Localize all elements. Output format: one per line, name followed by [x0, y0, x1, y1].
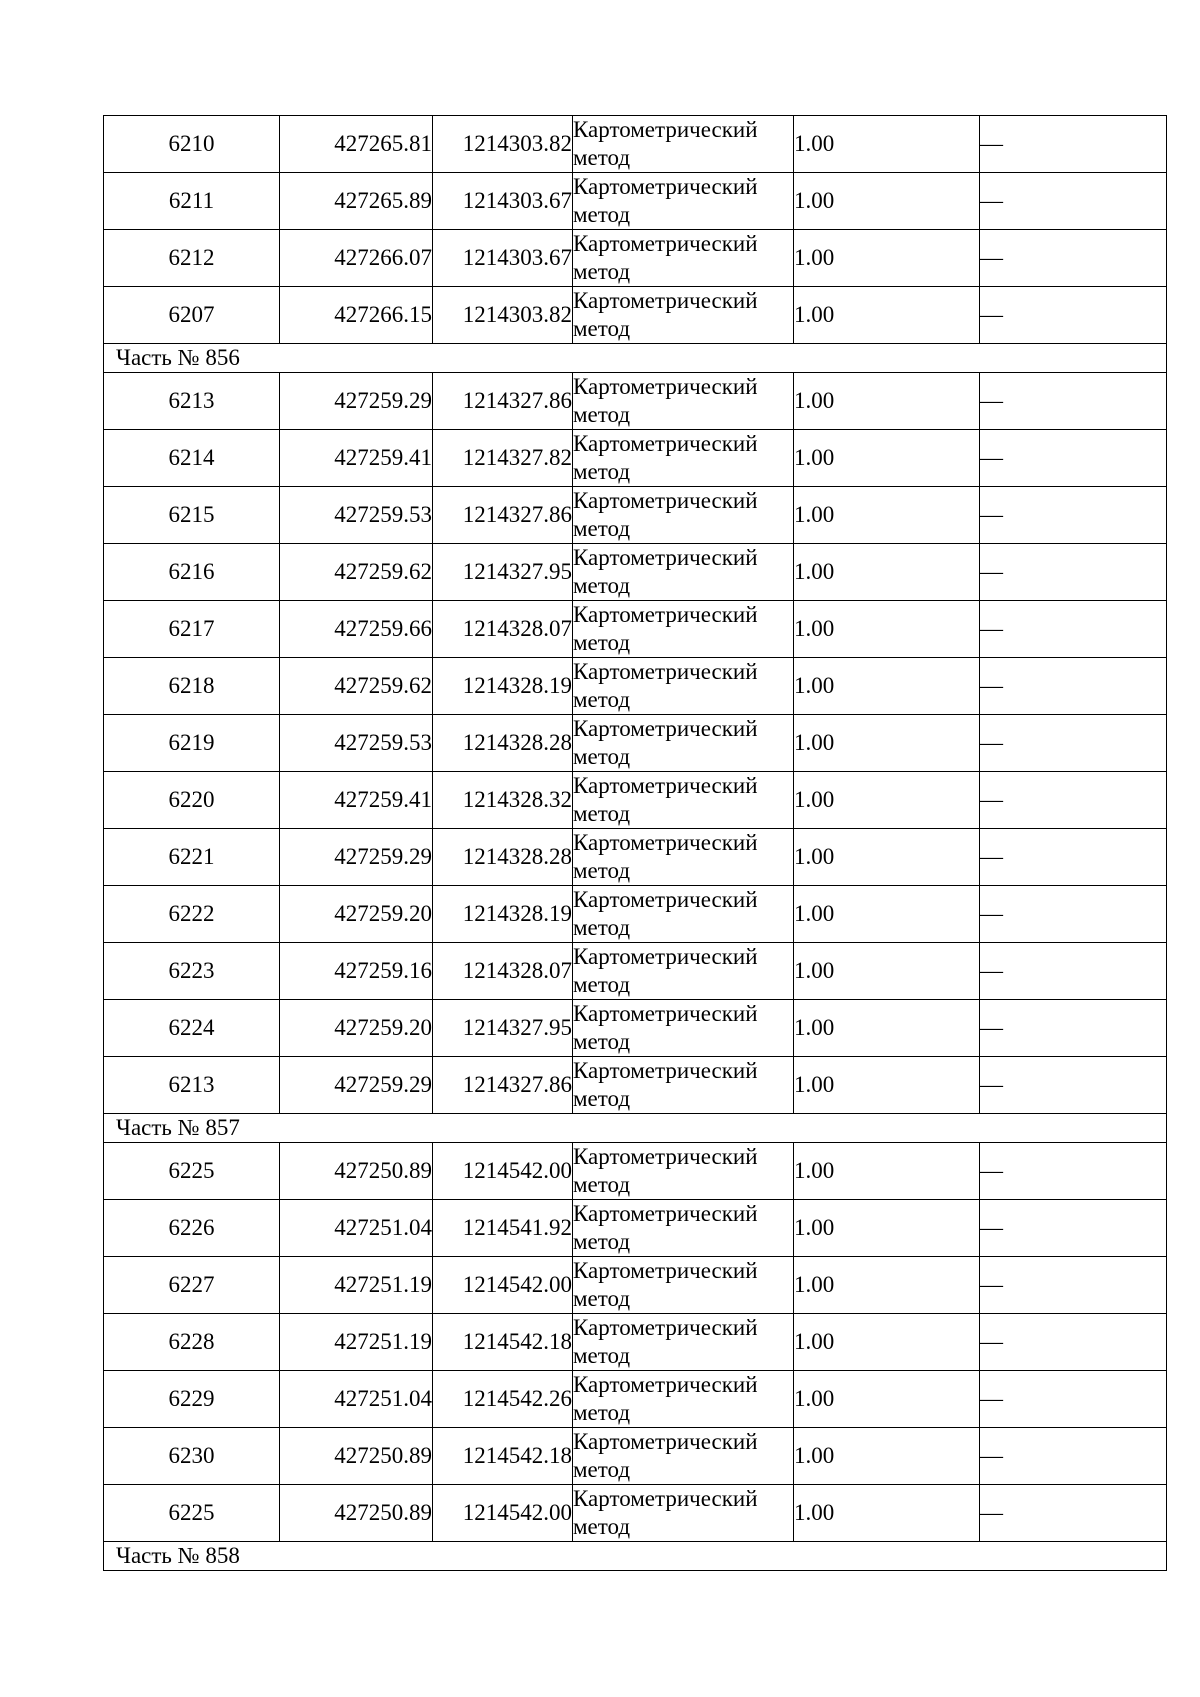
y-coordinate-cell: 1214303.67 — [433, 230, 573, 287]
method-text-line1: Картометрический — [573, 431, 758, 456]
table-row — [104, 1371, 1167, 1428]
table-row — [104, 1314, 1167, 1371]
table-row — [104, 1143, 1167, 1200]
point-number-cell: 6221 — [104, 829, 280, 886]
table-row — [104, 943, 1167, 1000]
description-cell: — — [980, 1257, 1167, 1314]
x-coordinate-cell: 427251.19 — [280, 1257, 433, 1314]
method-cell — [573, 1000, 794, 1057]
x-coordinate-cell: 427259.62 — [280, 658, 433, 715]
coordinates-table — [103, 115, 1167, 1571]
accuracy-cell: 1.00 — [794, 1000, 980, 1057]
method-text-line1: Картометрический — [573, 1315, 758, 1340]
method-text-line2: метод — [573, 744, 631, 769]
y-coordinate-cell: 1214328.28 — [433, 829, 573, 886]
description-cell: — — [980, 487, 1167, 544]
method-text-line1: Картометрический — [573, 1429, 758, 1454]
table-row — [104, 1000, 1167, 1057]
y-coordinate-cell: 1214542.00 — [433, 1143, 573, 1200]
point-number-cell: 6227 — [104, 1257, 280, 1314]
method-text-line1: Картометрический — [573, 174, 758, 199]
y-coordinate-cell: 1214541.92 — [433, 1200, 573, 1257]
x-coordinate-cell: 427259.16 — [280, 943, 433, 1000]
method-text-line2: метод — [573, 1400, 631, 1425]
method-text-line1: Картометрический — [573, 1258, 758, 1283]
method-text-line2: метод — [573, 516, 631, 541]
method-cell — [573, 173, 794, 230]
x-coordinate-cell: 427259.29 — [280, 1057, 433, 1114]
x-coordinate-cell: 427250.89 — [280, 1143, 433, 1200]
accuracy-cell: 1.00 — [794, 1057, 980, 1114]
description-cell: — — [980, 943, 1167, 1000]
y-coordinate-cell: 1214542.00 — [433, 1485, 573, 1542]
table-row — [104, 772, 1167, 829]
method-text-line2: метод — [573, 402, 631, 427]
method-text-line1: Картометрический — [573, 374, 758, 399]
description-cell: — — [980, 658, 1167, 715]
method-cell — [573, 601, 794, 658]
method-text-line2: метод — [573, 145, 631, 170]
method-cell — [573, 373, 794, 430]
x-coordinate-cell: 427251.04 — [280, 1371, 433, 1428]
y-coordinate-cell: 1214327.82 — [433, 430, 573, 487]
x-coordinate-cell: 427259.62 — [280, 544, 433, 601]
description-cell: — — [980, 1314, 1167, 1371]
x-coordinate-cell: 427265.81 — [280, 116, 433, 173]
table-row — [104, 173, 1167, 230]
method-text-line1: Картометрический — [573, 288, 758, 313]
method-cell — [573, 430, 794, 487]
method-cell — [573, 116, 794, 173]
method-text-line1: Картометрический — [573, 944, 758, 969]
accuracy-cell: 1.00 — [794, 487, 980, 544]
method-text-line1: Картометрический — [573, 773, 758, 798]
point-number-cell: 6224 — [104, 1000, 280, 1057]
point-number-cell: 6207 — [104, 287, 280, 344]
accuracy-cell: 1.00 — [794, 601, 980, 658]
method-text-line2: метод — [573, 573, 631, 598]
accuracy-cell: 1.00 — [794, 373, 980, 430]
method-cell — [573, 1485, 794, 1542]
y-coordinate-cell: 1214542.00 — [433, 1257, 573, 1314]
description-cell: — — [980, 601, 1167, 658]
point-number-cell: 6225 — [104, 1485, 280, 1542]
table-row — [104, 1428, 1167, 1485]
y-coordinate-cell: 1214328.19 — [433, 886, 573, 943]
x-coordinate-cell: 427259.20 — [280, 1000, 433, 1057]
y-coordinate-cell: 1214542.18 — [433, 1428, 573, 1485]
x-coordinate-cell: 427259.41 — [280, 772, 433, 829]
description-cell: — — [980, 373, 1167, 430]
method-text-line2: метод — [573, 1086, 631, 1111]
accuracy-cell: 1.00 — [794, 173, 980, 230]
method-text-line1: Картометрический — [573, 1486, 758, 1511]
table-row — [104, 1057, 1167, 1114]
table-row — [104, 430, 1167, 487]
y-coordinate-cell: 1214303.82 — [433, 287, 573, 344]
point-number-cell: 6220 — [104, 772, 280, 829]
method-text-line2: метод — [573, 858, 631, 883]
accuracy-cell: 1.00 — [794, 886, 980, 943]
method-cell — [573, 487, 794, 544]
table-row — [104, 116, 1167, 173]
accuracy-cell: 1.00 — [794, 287, 980, 344]
accuracy-cell: 1.00 — [794, 1371, 980, 1428]
method-text-line2: метод — [573, 687, 631, 712]
accuracy-cell: 1.00 — [794, 1485, 980, 1542]
accuracy-cell: 1.00 — [794, 658, 980, 715]
method-cell — [573, 772, 794, 829]
point-number-cell: 6230 — [104, 1428, 280, 1485]
point-number-cell: 6213 — [104, 373, 280, 430]
description-cell: — — [980, 1057, 1167, 1114]
description-cell: — — [980, 1371, 1167, 1428]
accuracy-cell: 1.00 — [794, 1143, 980, 1200]
table-row — [104, 1257, 1167, 1314]
table-row — [104, 487, 1167, 544]
x-coordinate-cell: 427250.89 — [280, 1485, 433, 1542]
method-text-line2: метод — [573, 1029, 631, 1054]
y-coordinate-cell: 1214327.86 — [433, 1057, 573, 1114]
description-cell: — — [980, 772, 1167, 829]
y-coordinate-cell: 1214303.67 — [433, 173, 573, 230]
description-cell: — — [980, 1143, 1167, 1200]
description-cell: — — [980, 1000, 1167, 1057]
method-text-line2: метод — [573, 1172, 631, 1197]
accuracy-cell: 1.00 — [794, 715, 980, 772]
method-text-line1: Картометрический — [573, 602, 758, 627]
part-header-row — [104, 1114, 1167, 1143]
description-cell: — — [980, 715, 1167, 772]
point-number-cell: 6226 — [104, 1200, 280, 1257]
method-text-line1: Картометрический — [573, 1144, 758, 1169]
method-text-line1: Картометрический — [573, 545, 758, 570]
accuracy-cell: 1.00 — [794, 1257, 980, 1314]
x-coordinate-cell: 427259.20 — [280, 886, 433, 943]
method-cell — [573, 829, 794, 886]
method-text-line2: метод — [573, 972, 631, 997]
point-number-cell: 6214 — [104, 430, 280, 487]
x-coordinate-cell: 427251.04 — [280, 1200, 433, 1257]
method-text-line2: метод — [573, 1343, 631, 1368]
accuracy-cell: 1.00 — [794, 116, 980, 173]
method-text-line2: метод — [573, 202, 631, 227]
method-cell — [573, 287, 794, 344]
x-coordinate-cell: 427259.41 — [280, 430, 433, 487]
y-coordinate-cell: 1214328.07 — [433, 601, 573, 658]
y-coordinate-cell: 1214327.86 — [433, 373, 573, 430]
accuracy-cell: 1.00 — [794, 1314, 980, 1371]
description-cell: — — [980, 1485, 1167, 1542]
part-header-row — [104, 344, 1167, 373]
method-text-line2: метод — [573, 316, 631, 341]
point-number-cell: 6217 — [104, 601, 280, 658]
method-text-line1: Картометрический — [573, 231, 758, 256]
method-text-line1: Картометрический — [573, 1372, 758, 1397]
table-row — [104, 1200, 1167, 1257]
table-row — [104, 658, 1167, 715]
method-cell — [573, 1371, 794, 1428]
x-coordinate-cell: 427259.29 — [280, 373, 433, 430]
method-cell — [573, 1428, 794, 1485]
method-text-line2: метод — [573, 915, 631, 940]
accuracy-cell: 1.00 — [794, 829, 980, 886]
method-cell — [573, 886, 794, 943]
x-coordinate-cell: 427259.53 — [280, 715, 433, 772]
method-cell — [573, 1143, 794, 1200]
y-coordinate-cell: 1214542.26 — [433, 1371, 573, 1428]
method-text-line1: Картометрический — [573, 117, 758, 142]
part-label: Часть № 858 — [104, 1542, 1167, 1571]
coordinates-table-body — [104, 116, 1167, 1571]
method-text-line1: Картометрический — [573, 1001, 758, 1026]
accuracy-cell: 1.00 — [794, 544, 980, 601]
method-text-line2: метод — [573, 801, 631, 826]
x-coordinate-cell: 427266.15 — [280, 287, 433, 344]
x-coordinate-cell: 427265.89 — [280, 173, 433, 230]
method-text-line1: Картометрический — [573, 488, 758, 513]
y-coordinate-cell: 1214328.32 — [433, 772, 573, 829]
x-coordinate-cell: 427266.07 — [280, 230, 433, 287]
description-cell: — — [980, 230, 1167, 287]
method-text-line2: метод — [573, 459, 631, 484]
method-cell — [573, 1057, 794, 1114]
method-text-line2: метод — [573, 1457, 631, 1482]
description-cell: — — [980, 829, 1167, 886]
method-text-line2: метод — [573, 630, 631, 655]
accuracy-cell: 1.00 — [794, 230, 980, 287]
description-cell: — — [980, 1428, 1167, 1485]
description-cell: — — [980, 886, 1167, 943]
point-number-cell: 6216 — [104, 544, 280, 601]
method-text-line2: метод — [573, 1286, 631, 1311]
point-number-cell: 6219 — [104, 715, 280, 772]
table-row — [104, 230, 1167, 287]
y-coordinate-cell: 1214328.28 — [433, 715, 573, 772]
point-number-cell: 6223 — [104, 943, 280, 1000]
description-cell: — — [980, 544, 1167, 601]
method-text-line1: Картометрический — [573, 1201, 758, 1226]
description-cell: — — [980, 116, 1167, 173]
table-row — [104, 829, 1167, 886]
point-number-cell: 6212 — [104, 230, 280, 287]
table-row — [104, 544, 1167, 601]
method-text-line1: Картометрический — [573, 830, 758, 855]
method-text-line2: метод — [573, 1229, 631, 1254]
part-label: Часть № 856 — [104, 344, 1167, 373]
point-number-cell: 6229 — [104, 1371, 280, 1428]
method-text-line1: Картометрический — [573, 1058, 758, 1083]
description-cell: — — [980, 173, 1167, 230]
part-label: Часть № 857 — [104, 1114, 1167, 1143]
x-coordinate-cell: 427251.19 — [280, 1314, 433, 1371]
method-text-line1: Картометрический — [573, 887, 758, 912]
point-number-cell: 6222 — [104, 886, 280, 943]
y-coordinate-cell: 1214328.07 — [433, 943, 573, 1000]
point-number-cell: 6228 — [104, 1314, 280, 1371]
y-coordinate-cell: 1214542.18 — [433, 1314, 573, 1371]
table-row — [104, 287, 1167, 344]
point-number-cell: 6213 — [104, 1057, 280, 1114]
y-coordinate-cell: 1214303.82 — [433, 116, 573, 173]
y-coordinate-cell: 1214327.86 — [433, 487, 573, 544]
accuracy-cell: 1.00 — [794, 943, 980, 1000]
part-header-row — [104, 1542, 1167, 1571]
table-row — [104, 715, 1167, 772]
table-row — [104, 601, 1167, 658]
description-cell: — — [980, 287, 1167, 344]
method-cell — [573, 1314, 794, 1371]
method-cell — [573, 715, 794, 772]
y-coordinate-cell: 1214328.19 — [433, 658, 573, 715]
accuracy-cell: 1.00 — [794, 1200, 980, 1257]
method-cell — [573, 544, 794, 601]
method-text-line1: Картометрический — [573, 716, 758, 741]
x-coordinate-cell: 427259.29 — [280, 829, 433, 886]
point-number-cell: 6211 — [104, 173, 280, 230]
point-number-cell: 6218 — [104, 658, 280, 715]
accuracy-cell: 1.00 — [794, 1428, 980, 1485]
method-cell — [573, 1200, 794, 1257]
x-coordinate-cell: 427250.89 — [280, 1428, 433, 1485]
y-coordinate-cell: 1214327.95 — [433, 1000, 573, 1057]
description-cell: — — [980, 430, 1167, 487]
point-number-cell: 6210 — [104, 116, 280, 173]
method-text-line2: метод — [573, 259, 631, 284]
description-cell: — — [980, 1200, 1167, 1257]
method-text-line2: метод — [573, 1514, 631, 1539]
accuracy-cell: 1.00 — [794, 772, 980, 829]
point-number-cell: 6215 — [104, 487, 280, 544]
method-cell — [573, 943, 794, 1000]
accuracy-cell: 1.00 — [794, 430, 980, 487]
method-cell — [573, 1257, 794, 1314]
x-coordinate-cell: 427259.53 — [280, 487, 433, 544]
method-text-line1: Картометрический — [573, 659, 758, 684]
table-row — [104, 886, 1167, 943]
y-coordinate-cell: 1214327.95 — [433, 544, 573, 601]
method-cell — [573, 658, 794, 715]
method-cell — [573, 230, 794, 287]
point-number-cell: 6225 — [104, 1143, 280, 1200]
table-row — [104, 1485, 1167, 1542]
table-row — [104, 373, 1167, 430]
x-coordinate-cell: 427259.66 — [280, 601, 433, 658]
